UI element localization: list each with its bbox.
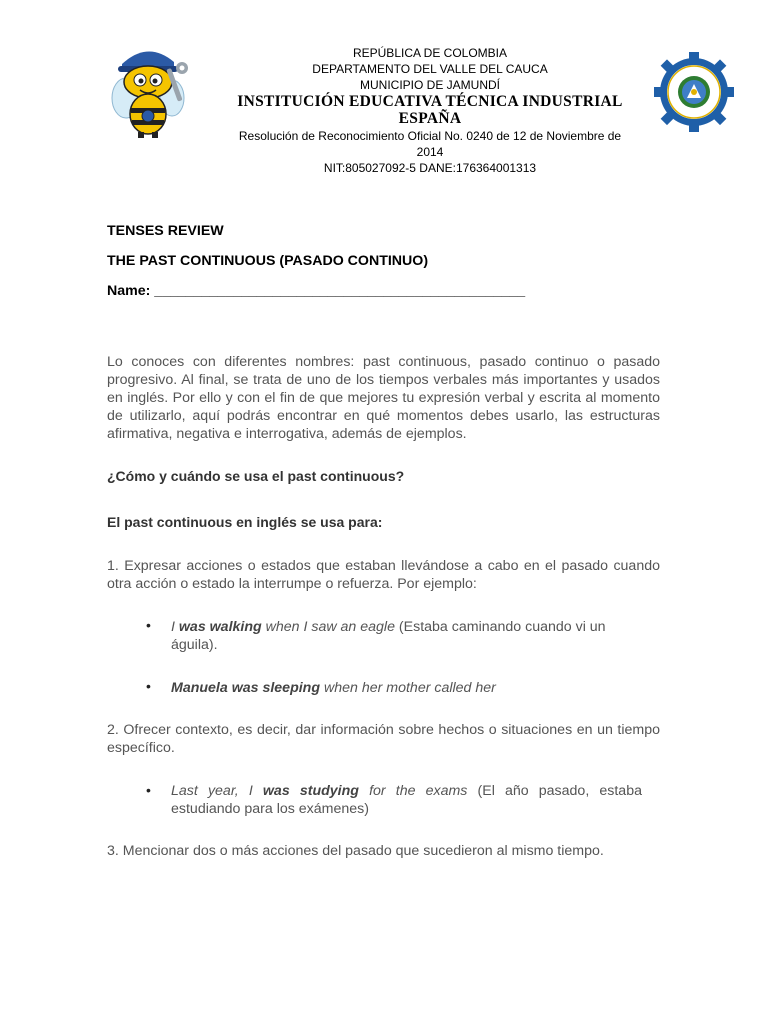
example-2-verb: Manuela was sleeping	[171, 680, 321, 696]
institution-seal-logo	[654, 52, 734, 132]
header-country: REPÚBLICA DE COLOMBIA	[352, 46, 508, 60]
header-resolution: Resolución de Reconocimiento Oficial No. 0240 de 12 de Noviembre de	[238, 129, 622, 143]
example-1-rest: when I saw an eagle	[261, 619, 395, 635]
example-1-verb: was walking	[178, 619, 262, 635]
bee-mascot-logo	[104, 40, 200, 140]
example-1	[171, 618, 644, 654]
example-3-subject: Last year, I	[171, 783, 263, 799]
example-2	[171, 679, 644, 697]
header-nit: NIT:805027092-5 DANE:176364001313	[323, 161, 537, 175]
title-tenses-review: TENSES REVIEW	[107, 223, 224, 239]
example-3-rest: for the exams	[358, 783, 468, 799]
bullet-dot: •	[146, 678, 151, 694]
example-3	[171, 782, 642, 818]
question-how-when: ¿Cómo y cuándo se usa el past continuous?	[107, 468, 405, 484]
example-3-verb: was studying	[262, 783, 359, 799]
header-department: DEPARTAMENTO DEL VALLE DEL CAUCA	[312, 62, 548, 76]
bullet-dot: •	[146, 782, 151, 798]
header-institution-name: ESPAÑA	[398, 110, 462, 127]
title-past-continuous: THE PAST CONTINUOUS (PASADO CONTINUO)	[107, 253, 429, 269]
header-resolution-year: 2014	[416, 145, 444, 159]
example-2-rest: when her mother called her	[320, 680, 496, 696]
intro-paragraph: Lo conoces con diferentes nombres: past continuous, pasado continuo o pasado progresivo. Al final, se trata de uno de los tiempos verbales más importantes y usados en inglés. Por ello y con el fin de que mejores tu expresión verbal y escrita al momento de utilizarlo, aquí podrás encontrar en qué momentos debes usarlo, las estructuras afirmativa, negativa e interrogativa, además de ejemplos.	[107, 354, 660, 442]
usage-point-3: 3. Mencionar dos o más acciones del pasado que sucedieron al mismo tiempo.	[107, 843, 604, 859]
name-field-label: Name: _______________________________________________	[107, 283, 526, 299]
header-institution: INSTITUCIÓN EDUCATIVA TÉCNICA INDUSTRIAL	[237, 93, 623, 110]
example-1-translation: (Estaba caminando cuando vi un águila).	[171, 619, 606, 653]
example-1-subject: I	[171, 619, 179, 635]
usage-point-1: 1. Expresar acciones o estados que estaban llevándose a cabo en el pasado cuando otra acción o estado la interrumpe o refuerza. Por ejemplo:	[107, 558, 660, 592]
header-municipality: MUNICIPIO DE JAMUNDÍ	[359, 78, 500, 92]
usage-heading: El past continuous en inglés se usa para:	[107, 514, 383, 530]
bullet-dot: •	[146, 617, 151, 633]
usage-point-2: 2. Ofrecer contexto, es decir, dar información sobre hechos o situaciones en un tiempo específico.	[107, 722, 660, 756]
example-3-translation: (El año pasado, estaba estudiando para los exámenes)	[171, 783, 642, 817]
